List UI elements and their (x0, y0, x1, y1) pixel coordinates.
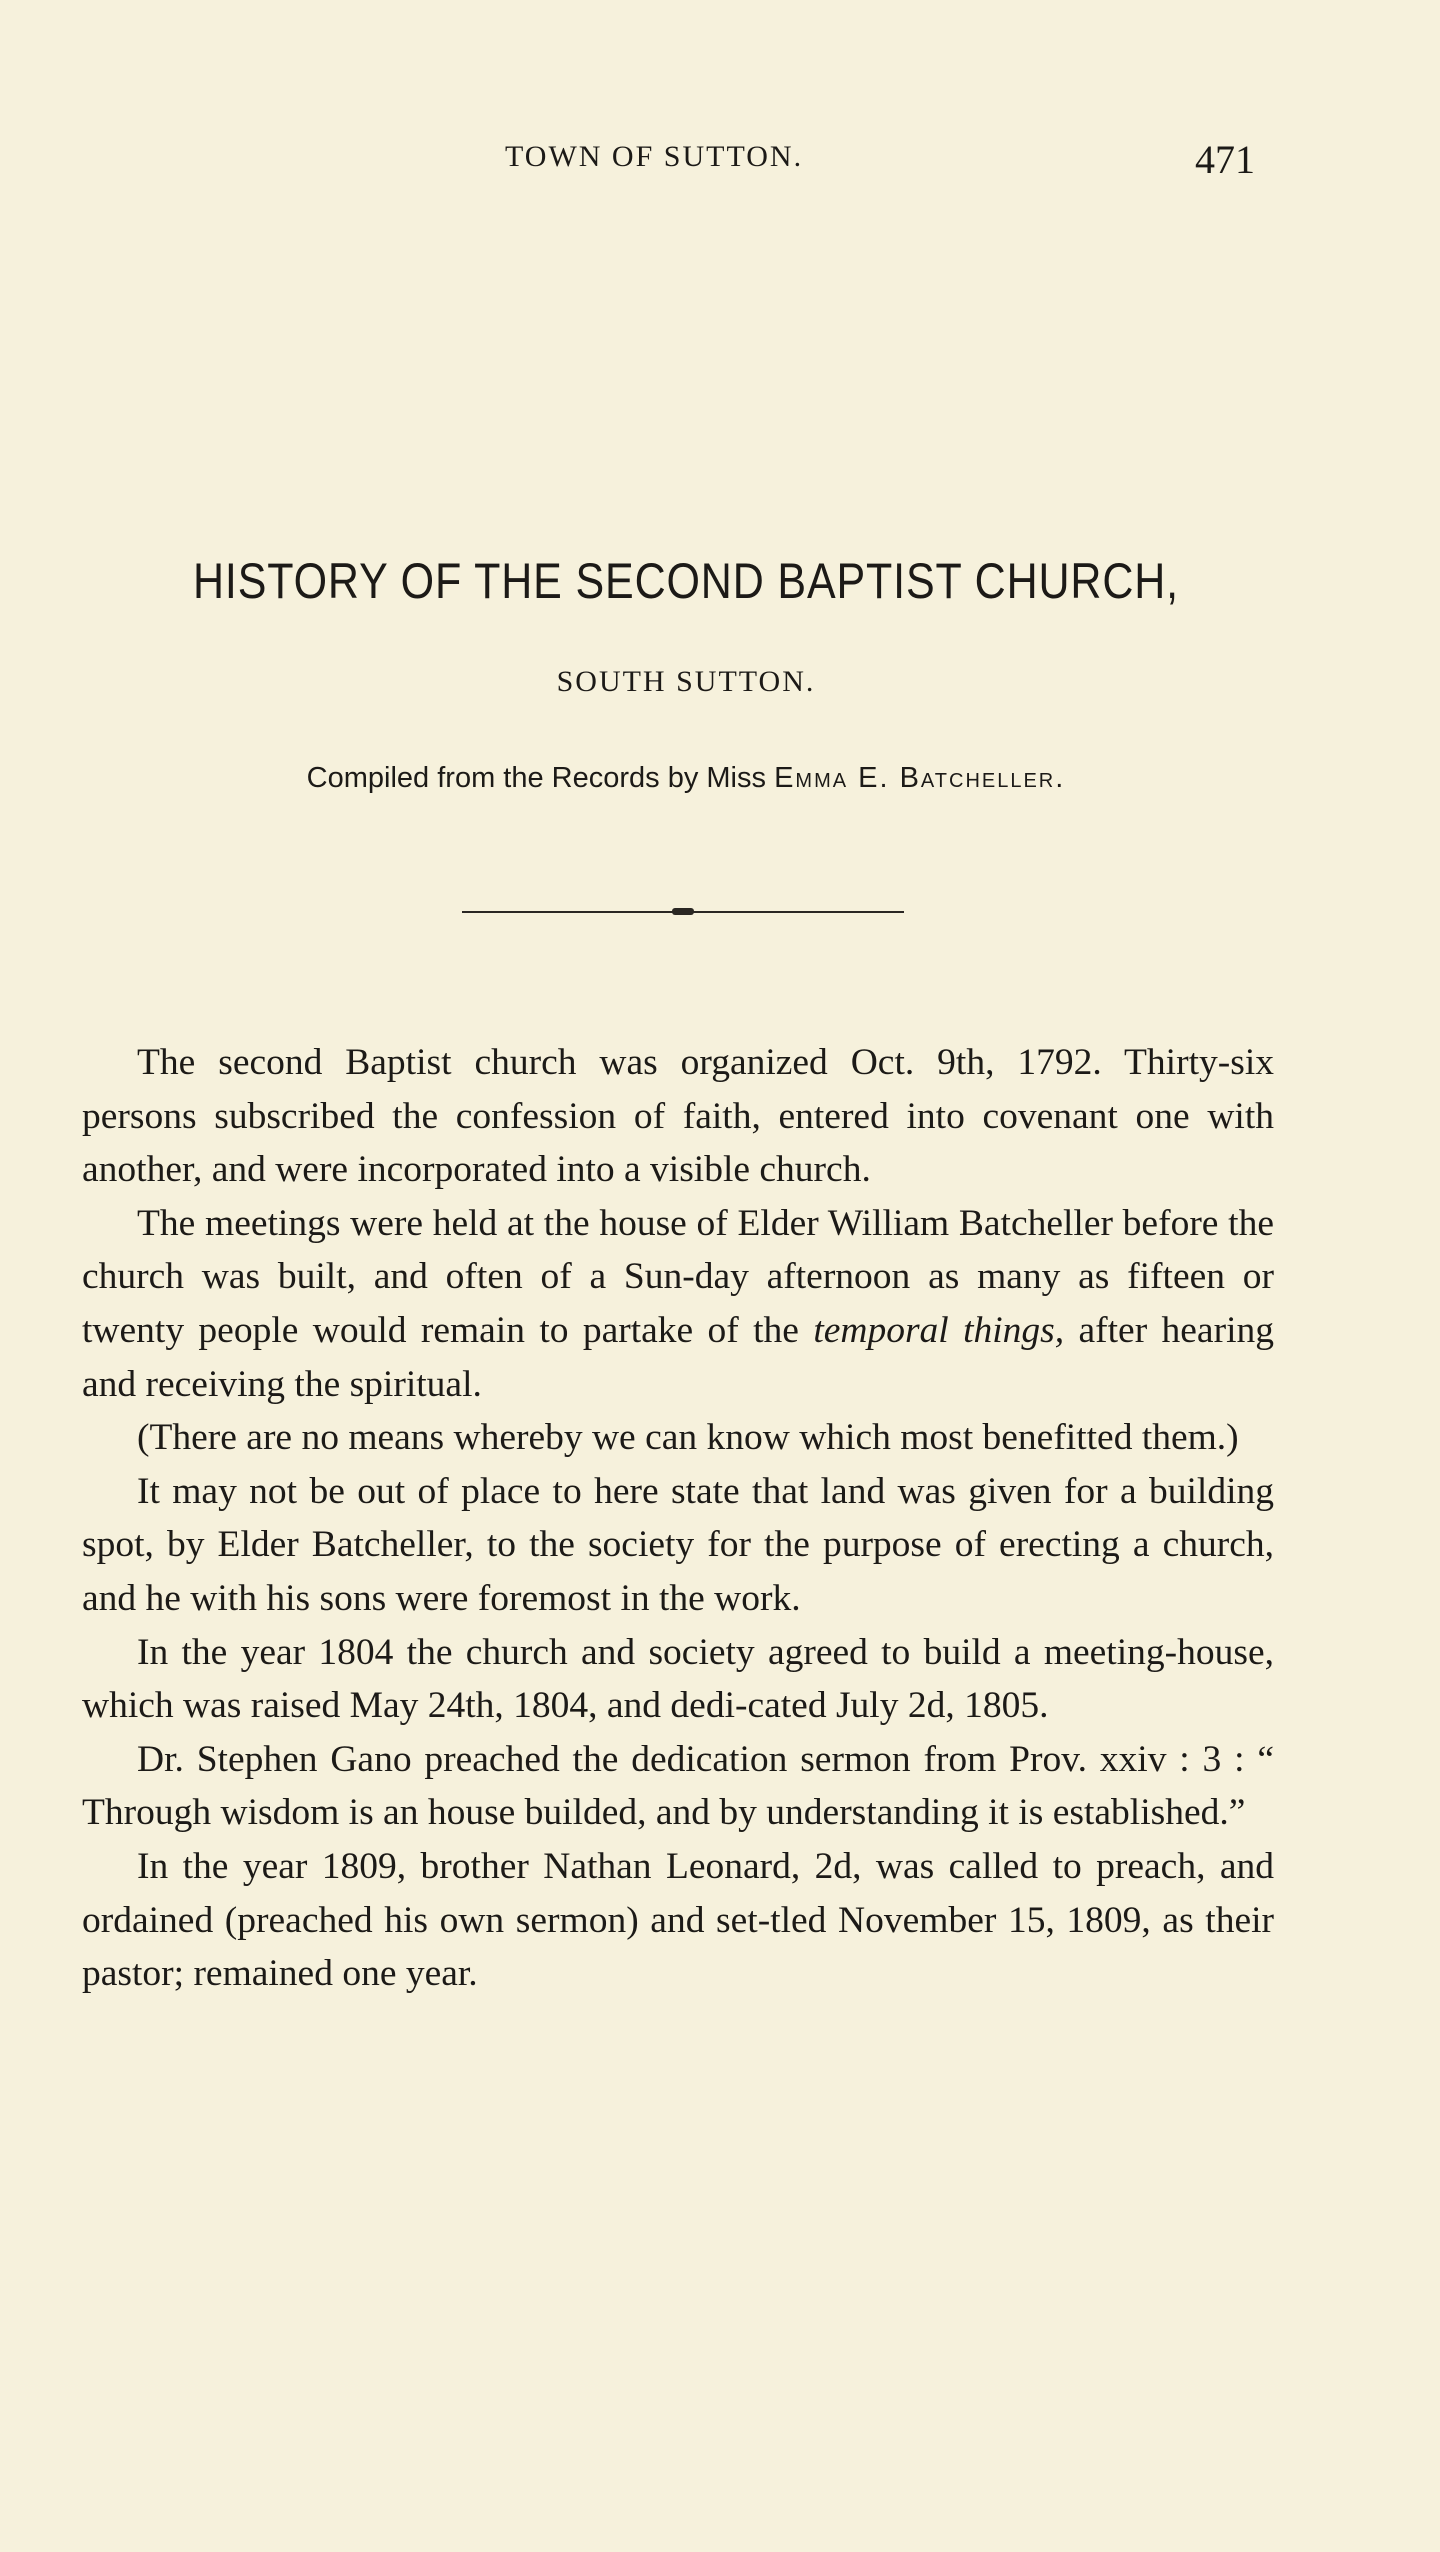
credit-author: Emma E. Batcheller. (774, 762, 1066, 794)
chapter-subtitle: SOUTH SUTTON. (556, 665, 816, 698)
credit-prefix: Compiled from the Records by Miss (306, 762, 766, 794)
paragraph: In the year 1809, brother Nathan Leonard, 2d, was called to preach, and ordained (preached his own sermon) and set-tled November 15, 1809, as their pastor; remained one year. (82, 1845, 1274, 1995)
section-divider-ornament (672, 908, 694, 915)
paragraph (82, 1197, 1274, 1411)
compiler-credit (0, 762, 1372, 795)
paragraph-text-end: after hearing and receiving the spiritual. (82, 1309, 1274, 1405)
paragraph: The second Baptist church was organized Oct. 9th, 1792. Thirty-six persons subscribed the confession of faith, entered into covenant one with another, and were incorporated into a visible church. (82, 1042, 1274, 1191)
paragraph: In the year 1804 the church and society agreed to build a meeting-house, which was raised May 24th, 1804, and dedi-cated July 2d, 1805. (82, 1631, 1274, 1727)
paragraph: Dr. Stephen Gano preached the dedication sermon from Prov. xxiv : 3 : “ Through wisdom is an house builded, and by understanding it is established.” (82, 1738, 1274, 1834)
paragraph: It may not be out of place to here state that land was given for a building spot, by Elder Batcheller, to the society for the purpose of erecting a church, and he with his sons were foremost in the work. (82, 1470, 1274, 1619)
paragraph-italic: temporal things, (813, 1309, 1065, 1351)
body-text (82, 1036, 1274, 2001)
paragraph-text: The meetings were held at the house of Elder William Batcheller before the church was built, and often of a Sun-day afternoon as many as fifteen or twenty people would remain to partake of the (82, 1202, 1274, 1351)
chapter-title: HISTORY OF THE SECOND BAPTIST CHURCH, (193, 553, 1179, 609)
paragraph: (There are no means whereby we can know which most benefitted them.) (137, 1417, 1239, 1459)
running-head: TOWN OF SUTTON. (505, 140, 804, 173)
page-number: 471 (1195, 137, 1255, 182)
